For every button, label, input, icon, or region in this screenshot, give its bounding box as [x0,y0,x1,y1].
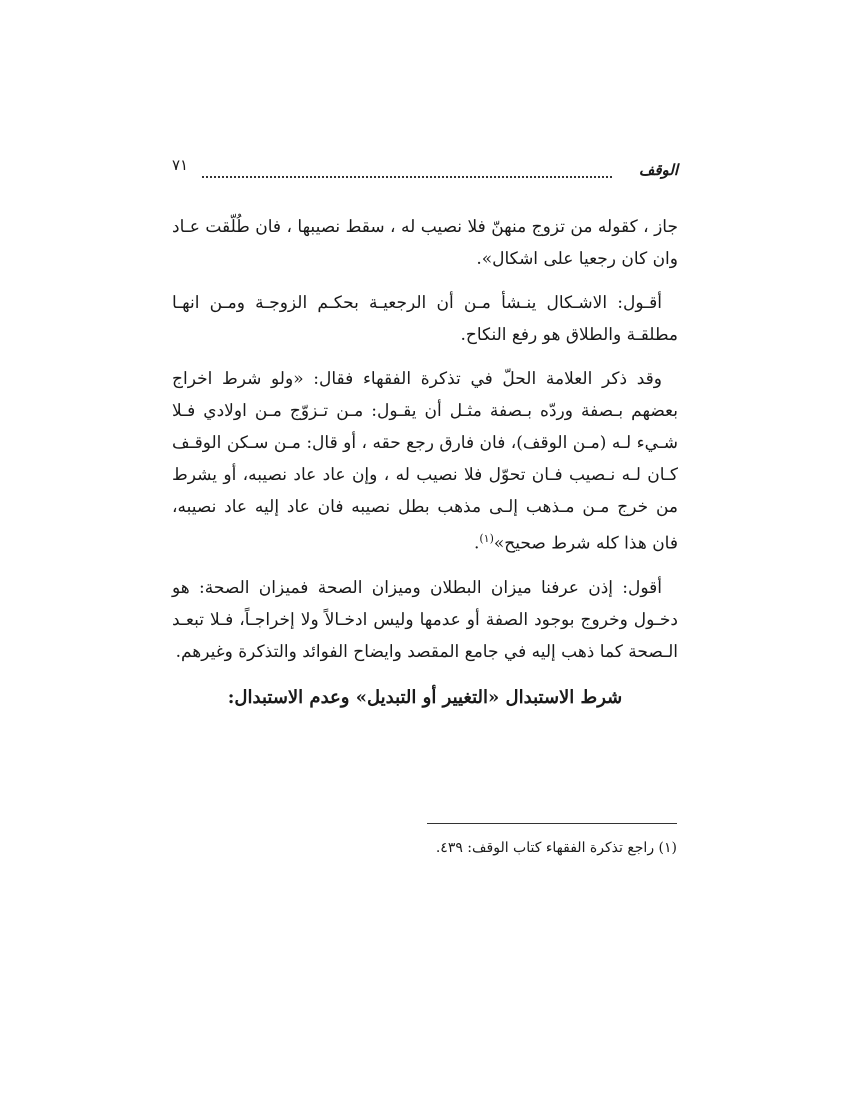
paragraph-3-end: . [473,533,480,554]
footnote: (١) راجع تذكرة الفقهاء كتاب الوقف: ٤٣٩. [435,840,677,856]
running-header [172,155,678,183]
footnote-reference: (١) [479,532,494,545]
header-dotted-leader [202,176,612,178]
paragraph-1: جاز ، كقوله من تزوج منهنّ فلا نصيب له ، سقط نصيبها ، فان طُلّقت عـاد وان كان رجعيا على اشكال». [172,217,678,269]
paragraph-4: أقول: إذن عرفنا ميزان البطلان وميزان الصحة فميزان الصحة: هو دخـول وخروج بوجود الصفة أو عدمها وليس ادخـالاً ولا إخراجـاً، فـلا تبعـد الـصحة كما ذهب إليه في جامع المقصد وايضاح الفوائد والتذكرة وغيرهم. [172,577,678,662]
running-header-title: الوقف [638,161,678,179]
page-number: ٧١ [172,156,189,174]
section-heading: شرط الاستبدال «التغيير أو التبديل» وعدم الاستبدال: [227,686,623,708]
body-text [172,211,678,714]
paragraph-3-text: وقد ذكر العلامة الحلّ في تذكرة الفقهاء فقال: «ولو شرط اخراج بعضهم بـصفة وردّه بـصفة مثـل أن يقـول: مـن تـزوّج مـن اولادي فـلا شـيء لـه (مـن الوقف)، فان فارق رجع حقه ، أو قال: مـن سـكن الوقـف كـان لـه نـصيب فـان تحوّل فلا نصيب له ، وإن عاد عاد نصيبه، أو يشرط من خرج مـن مـذهب إلـى مذهب بطل نصيبه فان عاد إليه عاد نصيبه، فان هذا كله شرط صحيح» [172,369,678,554]
paragraph-2: أقـول: الاشـكال ينـشأ مـن أن الرجعيـة بحكـم الزوجـة ومـن انهـا مطلقـة والطلاق هو رفع النكاح. [172,293,678,345]
paragraph-3 [172,363,678,560]
page [172,155,678,714]
footnote-divider [427,823,677,824]
